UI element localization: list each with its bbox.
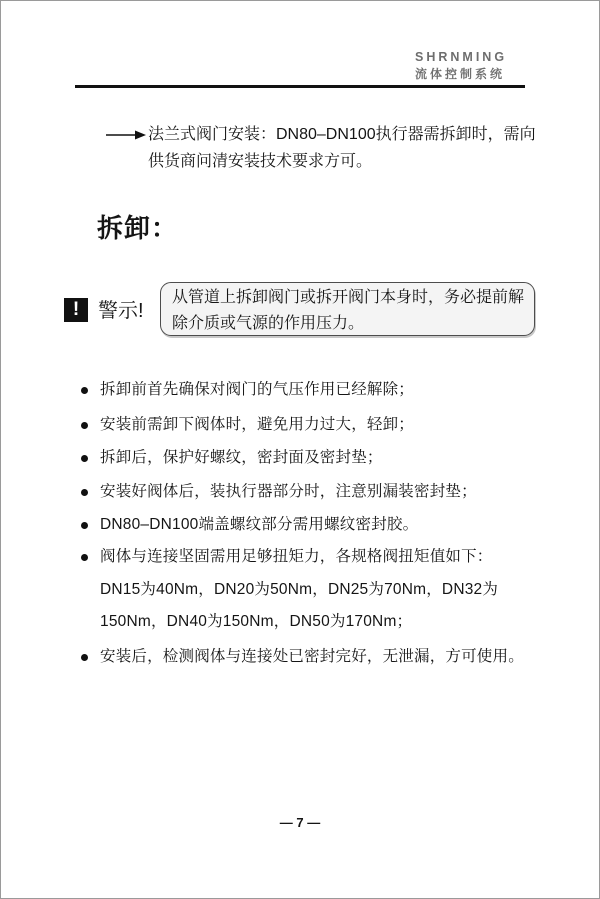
bullet-icon xyxy=(81,522,88,529)
warning-callout xyxy=(160,282,535,336)
section-title: 拆卸： xyxy=(97,213,179,243)
arrow-right-icon xyxy=(106,129,146,141)
page-number: — 7 — xyxy=(279,815,321,830)
warning-message-line-2: 除介质或气源的作用压力。 xyxy=(172,314,365,332)
bullet-icon xyxy=(81,554,88,561)
list-item-continuation: DN15为40Nm，DN20为50Nm，DN25为70Nm，DN32为 xyxy=(100,581,499,598)
bullet-icon xyxy=(81,455,88,462)
intro-line-2: 供货商问清安装技术要求方可。 xyxy=(148,153,373,170)
list-item: 阀体与连接坚固需用足够扭矩力，各规格阀扭矩值如下： xyxy=(100,548,493,565)
list-item: 安装后，检测阀体与连接处已密封完好，无泄漏，方可使用。 xyxy=(100,648,524,665)
brand-subtitle: 流体控制系统 xyxy=(415,67,506,81)
warning-message-line-1: 从管道上拆卸阀门或拆开阀门本身时，务必提前解 xyxy=(172,288,525,306)
list-item: 安装好阀体后，装执行器部分时，注意别漏装密封垫； xyxy=(100,483,477,500)
warning-icon: ! xyxy=(64,298,88,322)
warning-label: 警示! xyxy=(98,300,144,322)
bullet-icon xyxy=(81,387,88,394)
list-item: 拆卸后，保护好螺纹，密封面及密封垫； xyxy=(100,449,383,466)
bullet-icon xyxy=(81,654,88,661)
header-divider xyxy=(75,85,525,88)
bullet-icon xyxy=(81,422,88,429)
list-item-continuation: 150Nm，DN40为150Nm，DN50为170Nm； xyxy=(100,613,413,630)
intro-line-1: 法兰式阀门安装：DN80–DN100执行器需拆卸时，需向 xyxy=(148,126,536,143)
list-item: 安装前需卸下阀体时，避免用力过大，轻卸； xyxy=(100,416,415,433)
brand-name: SHRNMING xyxy=(415,50,508,64)
list-item: DN80–DN100端盖螺纹部分需用螺纹密封胶。 xyxy=(100,516,419,533)
list-item: 拆卸前首先确保对阀门的气压作用已经解除； xyxy=(100,381,415,398)
bullet-icon xyxy=(81,489,88,496)
